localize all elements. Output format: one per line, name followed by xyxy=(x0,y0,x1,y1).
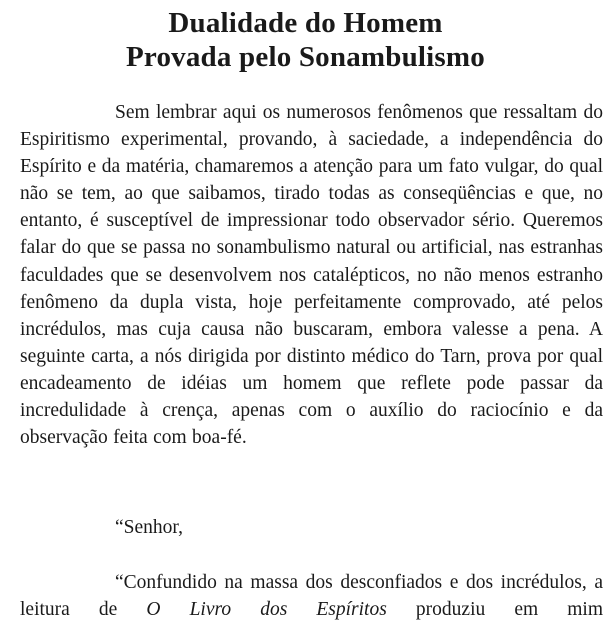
letter-salutation: “Senhor, xyxy=(115,517,183,538)
letter-paragraph xyxy=(20,569,603,623)
title-line-2: Provada pelo Sonambulismo xyxy=(126,41,485,73)
page-title xyxy=(0,6,611,74)
letter-text-before: “Confundido na massa dos desconfiados e dos incrédulos, a leitura de xyxy=(20,572,603,621)
letter-text-after: produziu em mim xyxy=(386,599,603,621)
paragraph-intro: Sem lembrar aqui os numerosos fenômenos que ressaltam do Espiritismo experimental, provando, à saciedade, a independência do Espírito e da matéria, chamaremos a atenção para um fato vulgar, do qual não se tem, ao que saibamos, tirado todas as conseqüências e que, no entanto, é susceptível de impressionar todo observador sério. Queremos falar do que se passa no sonambulismo natural ou artificial, nas estranhas faculdades que se desenvolvem nos catalépticos, no não menos estranho fenômeno da dupla vista, hoje perfeitamente comprovado, até pelos incrédulos, mas cuja causa não buscaram, embora valesse a pena. A seguinte carta, a nós dirigida por distinto médico do Tarn, prova por qual encadeamento de idéias um homem que reflete pode passar da incredulidade à crença, apenas com o auxílio do raciocínio e da observação feita com boa-fé. xyxy=(20,102,603,449)
title-line-1: Dualidade do Homem xyxy=(168,7,443,39)
book-title: O Livro dos Espíritos xyxy=(146,599,387,621)
